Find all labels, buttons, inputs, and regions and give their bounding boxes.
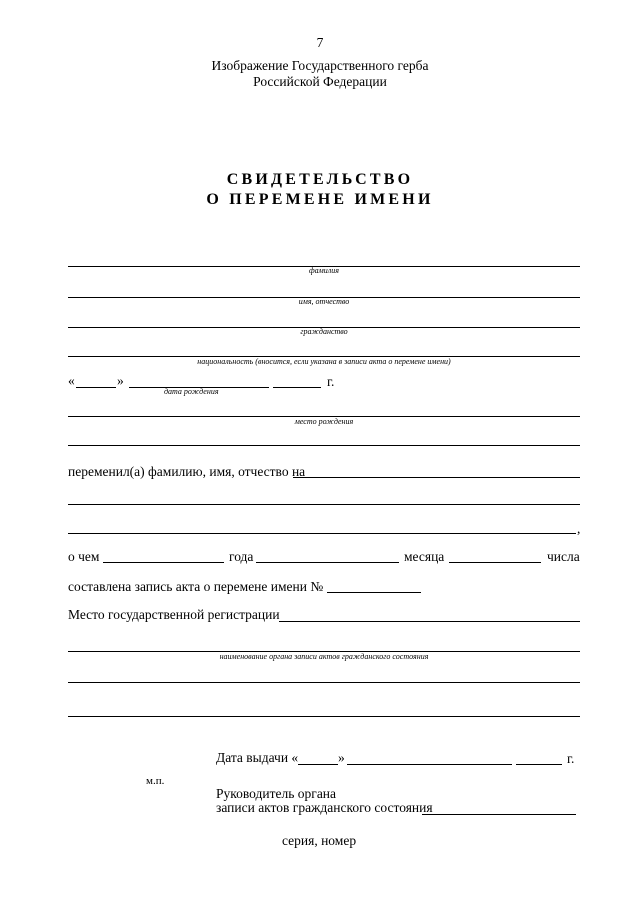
about-which-label: о чем: [68, 549, 100, 564]
issue-year-field-line: [516, 764, 562, 765]
changed-name-field-line: [293, 477, 580, 478]
changed-name-label: переменил(а) фамилию, имя, отчество на: [68, 464, 306, 479]
emblem-caption-line2: Российской Федерации: [253, 74, 387, 89]
registry-office-extra-line-1: [68, 682, 580, 683]
birth-day-field-line: [76, 387, 116, 388]
registration-place-label: Место государственной регистрации: [68, 607, 280, 622]
issue-month-field-line: [347, 764, 512, 765]
issue-year-suffix: г.: [567, 751, 575, 766]
emblem-caption-line1: Изображение Государственного герба: [211, 58, 429, 73]
page-number: 7: [316, 35, 324, 50]
registry-office-extra-line-2: [68, 716, 580, 717]
birth-place-extra-line: [68, 445, 580, 446]
registration-place-field-line: [279, 621, 580, 622]
name-patronymic-caption: имя, отчество: [298, 297, 350, 306]
birth-year-field-line: [273, 387, 321, 388]
birth-date-close-quote: »: [117, 373, 124, 388]
changed-name-line-2: [68, 504, 580, 505]
record-month-field-line: [256, 562, 399, 563]
birth-date-open-quote: «: [68, 373, 75, 388]
birth-year-suffix: г.: [327, 374, 335, 389]
birth-place-caption: место рождения: [294, 417, 354, 426]
issue-date-close-quote: »: [338, 750, 345, 765]
head-signature-line: [422, 814, 576, 815]
issue-day-field-line: [298, 764, 338, 765]
series-number-label: серия, номер: [282, 833, 357, 848]
birth-date-caption: дата рождения: [164, 387, 219, 396]
day-word: числа: [547, 549, 580, 564]
record-number-field-line: [327, 592, 421, 593]
record-year-field-line: [103, 562, 224, 563]
changed-name-comma: ,: [577, 521, 581, 536]
month-word: месяца: [404, 549, 445, 564]
nationality-caption: национальность (вносится, если указана в записи акта о перемене имени): [197, 357, 451, 366]
head-title-line1: Руководитель органа: [216, 786, 337, 801]
registry-office-caption: наименование органа записи актов гражданского состояния: [219, 652, 429, 661]
certificate-title-line2: О ПЕРЕМЕНЕ ИМЕНИ: [206, 191, 434, 208]
citizenship-caption: гражданство: [300, 327, 348, 336]
record-number-label: составлена запись акта о перемене имени №: [68, 579, 324, 594]
head-title-line2: записи актов гражданского состояния: [216, 800, 433, 815]
record-day-field-line: [449, 562, 541, 563]
certificate-title-line1: СВИДЕТЕЛЬСТВО: [226, 171, 414, 188]
surname-caption: фамилия: [309, 266, 339, 275]
year-word: года: [229, 549, 254, 564]
stamp-place-label: м.п.: [146, 775, 165, 787]
changed-name-line-3: [68, 533, 576, 534]
issue-date-label: Дата выдачи «: [216, 750, 299, 765]
